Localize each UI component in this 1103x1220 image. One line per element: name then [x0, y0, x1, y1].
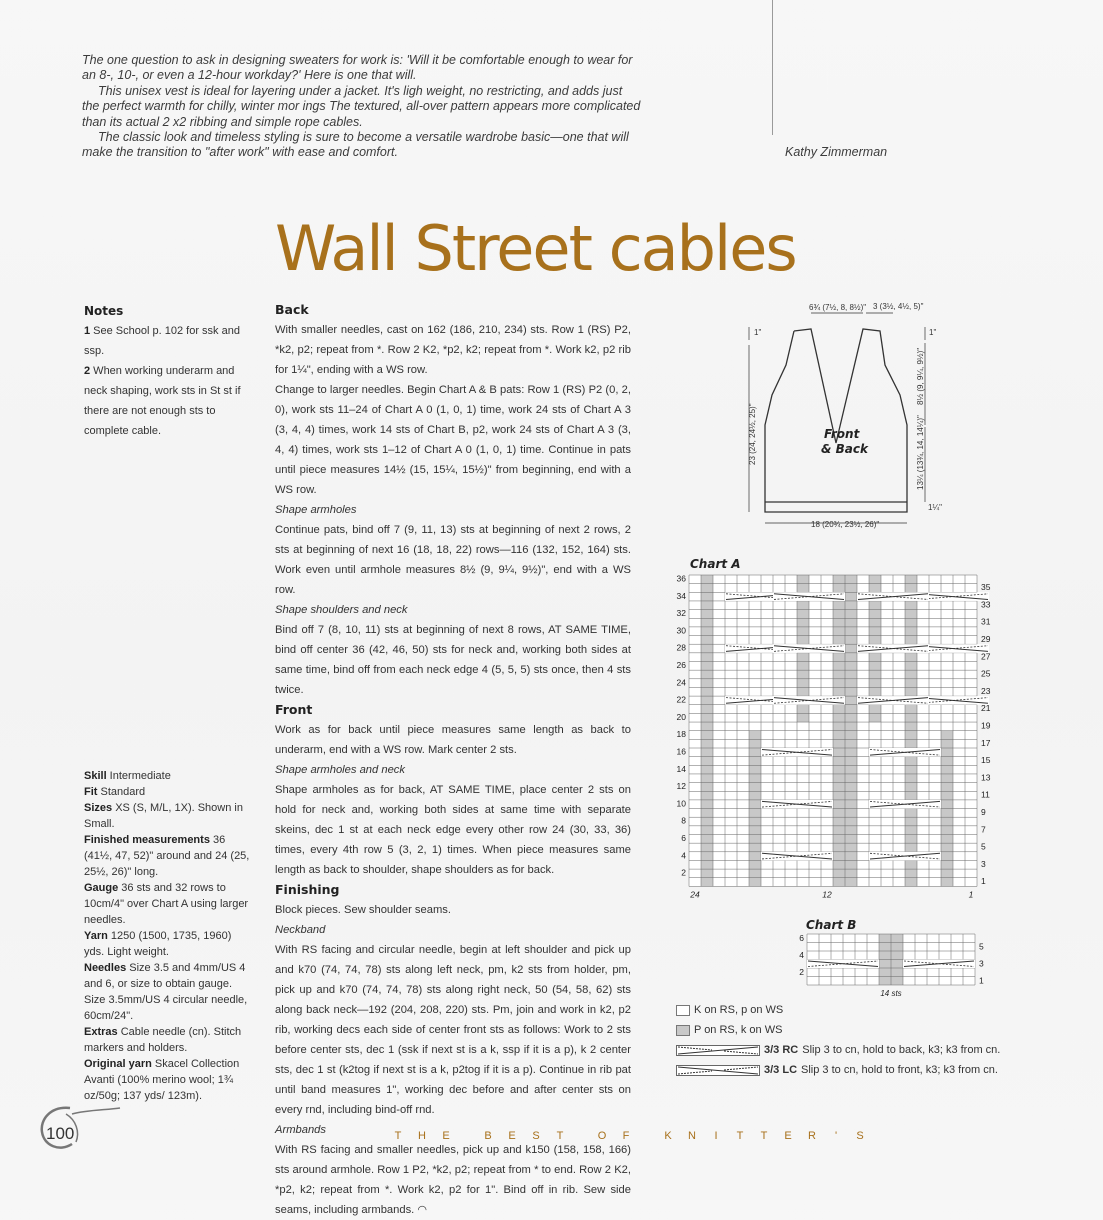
note-number: 2	[84, 365, 91, 377]
footer-letter: H	[418, 1130, 426, 1142]
schematic-label: Front	[824, 427, 860, 441]
spec-value: Skacel Collection Avanti (100% merino wool; 1¾ oz/50g; 137 yds/ 123m).	[84, 1058, 240, 1102]
dimension-label: 6¾ (7½, 8, 8½)"	[809, 303, 867, 312]
front-heading: Front	[275, 702, 313, 717]
row-label: 1	[979, 975, 984, 986]
stitch-label: 24	[690, 889, 700, 900]
instruction-paragraph: Work as for back until piece measures same length as back to underarm, end with a WS row. Mark center 2 sts.	[275, 724, 631, 756]
row-label: 13	[981, 772, 991, 783]
dimension-label: 18 (20¾, 23½, 26)"	[811, 520, 880, 529]
row-label: 16	[676, 746, 686, 757]
chart-b-title: Chart B	[806, 918, 857, 932]
legend-code: 3/3 LC	[764, 1064, 798, 1076]
spec-label: Yarn	[84, 930, 108, 942]
note-item	[84, 361, 250, 441]
instruction-subheading: Armbands	[275, 1124, 326, 1136]
row-label: 36	[676, 573, 686, 584]
stitch-label: 1	[968, 889, 974, 900]
stitch-label: 12	[822, 889, 832, 900]
row-label: 26	[676, 659, 686, 670]
row-label: 27	[981, 651, 991, 662]
footer-letter: F	[622, 1130, 630, 1142]
chart-a-title: Chart A	[690, 557, 741, 571]
row-label: 23	[981, 685, 991, 696]
dimension-label: 8½ (9, 9¼, 9½)"	[916, 347, 925, 405]
spec-skill	[84, 768, 250, 784]
spec-needles	[84, 960, 250, 992]
instructions-section	[275, 300, 631, 1220]
instruction-text: With RS facing and smaller needles, pick up and k150 (158, 158, 166) sts around armhole. Row 1 P2, *k2, p2; repeat from * to end. Row 2 K2, *p2, k2; repeat from *. Work k2, p2 for 1". Bind off in rib. Sew side seams, including armbands.	[275, 1144, 631, 1216]
row-label: 5	[981, 841, 986, 852]
row-label: 32	[676, 608, 686, 619]
spec-value: Standard	[97, 786, 146, 798]
row-label: 12	[676, 781, 686, 792]
row-label: 10	[676, 798, 686, 809]
note-text: When working underarm and neck shaping, work sts in St st if there are not enough sts to complete cable.	[84, 365, 241, 437]
spec-label: Gauge	[84, 882, 119, 894]
notes-heading: Notes	[84, 304, 124, 318]
left-cross-cable-icon	[676, 1065, 760, 1076]
row-label: 14	[676, 763, 686, 774]
dimension-label: 1"	[754, 328, 762, 337]
spec-extras	[84, 1024, 250, 1056]
right-cross-cable-icon	[676, 1045, 760, 1056]
schematic-outline	[765, 329, 907, 512]
footer-letter: R	[808, 1130, 816, 1142]
dimension-label: 13¼ (13¾, 14, 14¼)"	[916, 415, 925, 490]
footer-letter: T	[394, 1130, 402, 1142]
row-label: 33	[981, 599, 991, 610]
row-label: 2	[681, 867, 686, 878]
instruction-paragraph: Shape armholes as for back, AT SAME TIME, place center 2 sts on hold for neck and, working both sides at same time with separate skeins, dec 1 st at each neck edge every other row 24 (30, 33, 36) times, every 4th row 5 (3, 2, 1) times. When piece measures same length as back to shoulder, shape shoulders as for back.	[275, 784, 631, 876]
footer-letter: E	[508, 1130, 516, 1142]
chart-a-grid	[672, 570, 992, 900]
instruction-subheading: Shape armholes	[275, 504, 357, 516]
footer-running-title	[386, 1130, 872, 1142]
footer-letter: E	[442, 1130, 450, 1142]
footer-letter: S	[856, 1130, 864, 1142]
row-label: 11	[981, 789, 990, 800]
spec-value: 36 (41½, 47, 52)" around and 24 (25, 25½, 26)" long.	[84, 834, 250, 878]
page-number: 100	[46, 1124, 75, 1143]
purl-swatch-icon	[676, 1025, 690, 1036]
row-label: 29	[981, 634, 991, 645]
knit-swatch-icon	[676, 1005, 690, 1016]
spec-value: Size 3.5 and 4mm/US 4 and 6, or size to obtain gauge.	[84, 962, 246, 990]
instruction-paragraph: Continue pats, bind off 7 (9, 11, 13) sts at beginning of next 2 rows, 2 sts at beginning of next 16 (18, 18, 22) rows—116 (132, 152, 164) sts. Work even until armhole measures 8½ (9, 9¼, 9½)", end with a WS row.	[275, 524, 631, 596]
finishing-heading: Finishing	[275, 882, 340, 897]
author-name: Kathy Zimmerman	[785, 145, 888, 159]
note-text: See School p. 102 for ssk and ssp.	[84, 325, 240, 357]
instruction-paragraph: With RS facing and circular needle, begin at left shoulder and pick up and k70 (74, 74, 78) sts along left neck, pm, k2 sts from holder, pm, pick up and k70 (74, 74, 78) sts along right neck, 50 (54, 58, 62) sts along back neck—192 (204, 208, 220) sts. Pm, join and work in k2, p2 rib, working decs each side of center front sts as follows: Work to 2 sts before center sts, dec 1 (ssk if next st is a k, ssp if it is a p), k 2 center sts, dec 1 st (k2tog if next st is a k, p2tog if it is a p). Continue in rib pat until band measures 1", working dec before and after center sts on every rnd, including bind-off rnd.	[275, 944, 631, 1116]
row-label: 19	[981, 720, 991, 731]
dimension-label: 3 (3½, 4½, 5)"	[873, 302, 924, 311]
dimension-label: 23 (24, 24½, 25)"	[748, 403, 757, 465]
page-title: Wall Street cables	[275, 212, 796, 285]
instruction-paragraph: Bind off 7 (8, 10, 11) sts at beginning of next 8 rows, AT SAME TIME, bind off center 36 (42, 46, 50) sts for neck and, working both sides at same time, bind off from each neck edge 4 (5, 5, 5) sts once, then 4 sts twice.	[275, 624, 631, 696]
note-item	[84, 321, 250, 361]
row-label: 17	[981, 737, 991, 748]
specs-section	[84, 768, 250, 1104]
spec-original-yarn	[84, 1056, 250, 1104]
row-label: 28	[676, 642, 686, 653]
instruction-subheading: Shape armholes and neck	[275, 764, 405, 776]
end-mark-icon: ◠	[417, 1204, 428, 1216]
row-label: 6	[681, 832, 686, 843]
note-number: 1	[84, 325, 91, 337]
intro-paragraph: This unisex vest is ideal for layering under a jacket. It's ligh weight, no restricting, and adds just the perfect warmth for chilly, winter mor ings The textured, all-over pattern appears more complicated than its actual 2 x2 ribbing and simple rope cables.	[82, 83, 641, 129]
footer-letter: I	[714, 1130, 718, 1142]
spec-label: Skill	[84, 770, 107, 782]
row-label: 15	[981, 755, 991, 766]
legend-item-knit	[676, 1000, 1096, 1020]
spec-value: 36 sts and 32 rows to 10cm/4" over Chart A using larger needles.	[84, 882, 249, 926]
spec-label: Sizes	[84, 802, 113, 814]
instruction-paragraph	[275, 1140, 631, 1220]
spec-fit	[84, 784, 250, 800]
legend-text: Slip 3 to cn, hold to back, k3; k3 from cn.	[802, 1044, 1001, 1056]
spec-gauge	[84, 880, 250, 928]
intro-paragraph: The one question to ask in designing sweaters for work is: 'Will it be comfortable enough to wear for an 8-, 10-, or even a 12-hour workday?' Here is one that will.	[82, 53, 633, 83]
row-label: 35	[981, 582, 991, 593]
instruction-paragraph: Block pieces. Sew shoulder seams.	[275, 904, 451, 916]
back-heading: Back	[275, 302, 309, 317]
row-label: 5	[979, 941, 984, 952]
schematic-label: & Back	[821, 442, 868, 456]
footer-letter: B	[484, 1130, 492, 1142]
spec-value: Intermediate	[106, 770, 171, 782]
footer-letter: E	[784, 1130, 792, 1142]
row-label: 4	[799, 949, 804, 960]
spec-finished	[84, 832, 250, 880]
spec-value: 1250 (1500, 1735, 1960) yds. Light weight.	[84, 930, 232, 958]
instruction-paragraph: With smaller needles, cast on 162 (186, 210, 234) sts. Row 1 (RS) P2, *k2, p2; repeat from *. Row 2 K2, *p2, k2; repeat from *. Work k2, p2 rib for 1¼", ending with a WS row.	[275, 324, 631, 376]
intro-paragraph: The classic look and timeless styling is sure to become a versatile wardrobe basic—one that will make the transition to "after work" with ease and comfort.	[82, 130, 629, 160]
intro-text	[82, 53, 642, 161]
footer-letter: T	[760, 1130, 768, 1142]
spec-label: Extras	[84, 1026, 118, 1038]
footer-letter: T	[736, 1130, 744, 1142]
legend-text: Slip 3 to cn, hold to front, k3; k3 from cn.	[801, 1064, 998, 1076]
legend-text: K on RS, p on WS	[694, 1004, 784, 1016]
row-label: 8	[681, 815, 686, 826]
row-label: 3	[981, 858, 986, 869]
instruction-paragraph: Change to larger needles. Begin Chart A & B pats: Row 1 (RS) P2 (0, 2, 0), work sts 11–24 of Chart A 0 (1, 0, 1) time, work 24 sts of Chart A 3 (3, 4, 4) times, work 14 sts of Chart B, p2, work 24 sts of Chart A 3 (3, 4, 4) times, work sts 1–12 of Chart A 0 (1, 0, 1) time. Continue in pats until piece measures 14½ (15, 15¼, 15½)" from beginning, end with a WS row.	[275, 384, 631, 496]
instruction-subheading: Neckband	[275, 924, 326, 936]
instruction-subheading: Shape shoulders and neck	[275, 604, 408, 616]
row-label: 31	[981, 616, 991, 627]
row-label: 30	[676, 625, 686, 636]
legend-item-lc	[676, 1060, 1096, 1080]
row-label: 25	[981, 668, 991, 679]
spec-value: XS (S, M/L, 1X). Shown in Small.	[84, 802, 243, 830]
footer-letter: T	[556, 1130, 564, 1142]
row-label: 1	[981, 876, 986, 887]
legend-item-purl	[676, 1020, 1096, 1040]
row-label: 22	[676, 694, 686, 705]
footer-letter: '	[834, 1130, 838, 1142]
spec-needles-circular: Size 3.5mm/US 4 circular needle, 60cm/24".	[84, 994, 248, 1022]
stitch-count-label: 14 sts	[880, 989, 902, 998]
notes-section	[84, 301, 250, 441]
dimension-label: 1¼"	[928, 503, 942, 512]
garment-schematic	[735, 295, 955, 535]
spec-yarn	[84, 928, 250, 960]
row-label: 6	[799, 932, 804, 943]
row-label: 7	[981, 824, 986, 835]
chart-legend	[676, 1000, 1096, 1080]
spec-label: Needles	[84, 962, 127, 974]
row-label: 21	[981, 703, 991, 714]
dimension-label: 1"	[929, 328, 937, 337]
spec-label: Finished measurements	[84, 834, 210, 846]
divider-line	[772, 0, 773, 135]
spec-sizes	[84, 800, 250, 832]
row-label: 18	[676, 729, 686, 740]
row-label: 34	[676, 590, 686, 601]
footer-letter: K	[664, 1130, 672, 1142]
row-label: 9	[981, 807, 986, 818]
row-label: 24	[676, 677, 686, 688]
row-label: 4	[681, 850, 686, 861]
row-label: 20	[676, 711, 686, 722]
chart-b-grid	[790, 930, 990, 1000]
footer-letter: N	[688, 1130, 696, 1142]
row-label: 3	[979, 958, 984, 969]
legend-text: P on RS, k on WS	[694, 1024, 783, 1036]
legend-item-rc	[676, 1040, 1096, 1060]
legend-code: 3/3 RC	[764, 1044, 799, 1056]
footer-letter: S	[532, 1130, 540, 1142]
spec-label: Original yarn	[84, 1058, 152, 1070]
row-label: 2	[799, 966, 804, 977]
footer-letter: O	[597, 1130, 607, 1142]
spec-value: Cable needle (cn). Stitch markers and holders.	[84, 1026, 242, 1054]
spec-label: Fit	[84, 786, 98, 798]
